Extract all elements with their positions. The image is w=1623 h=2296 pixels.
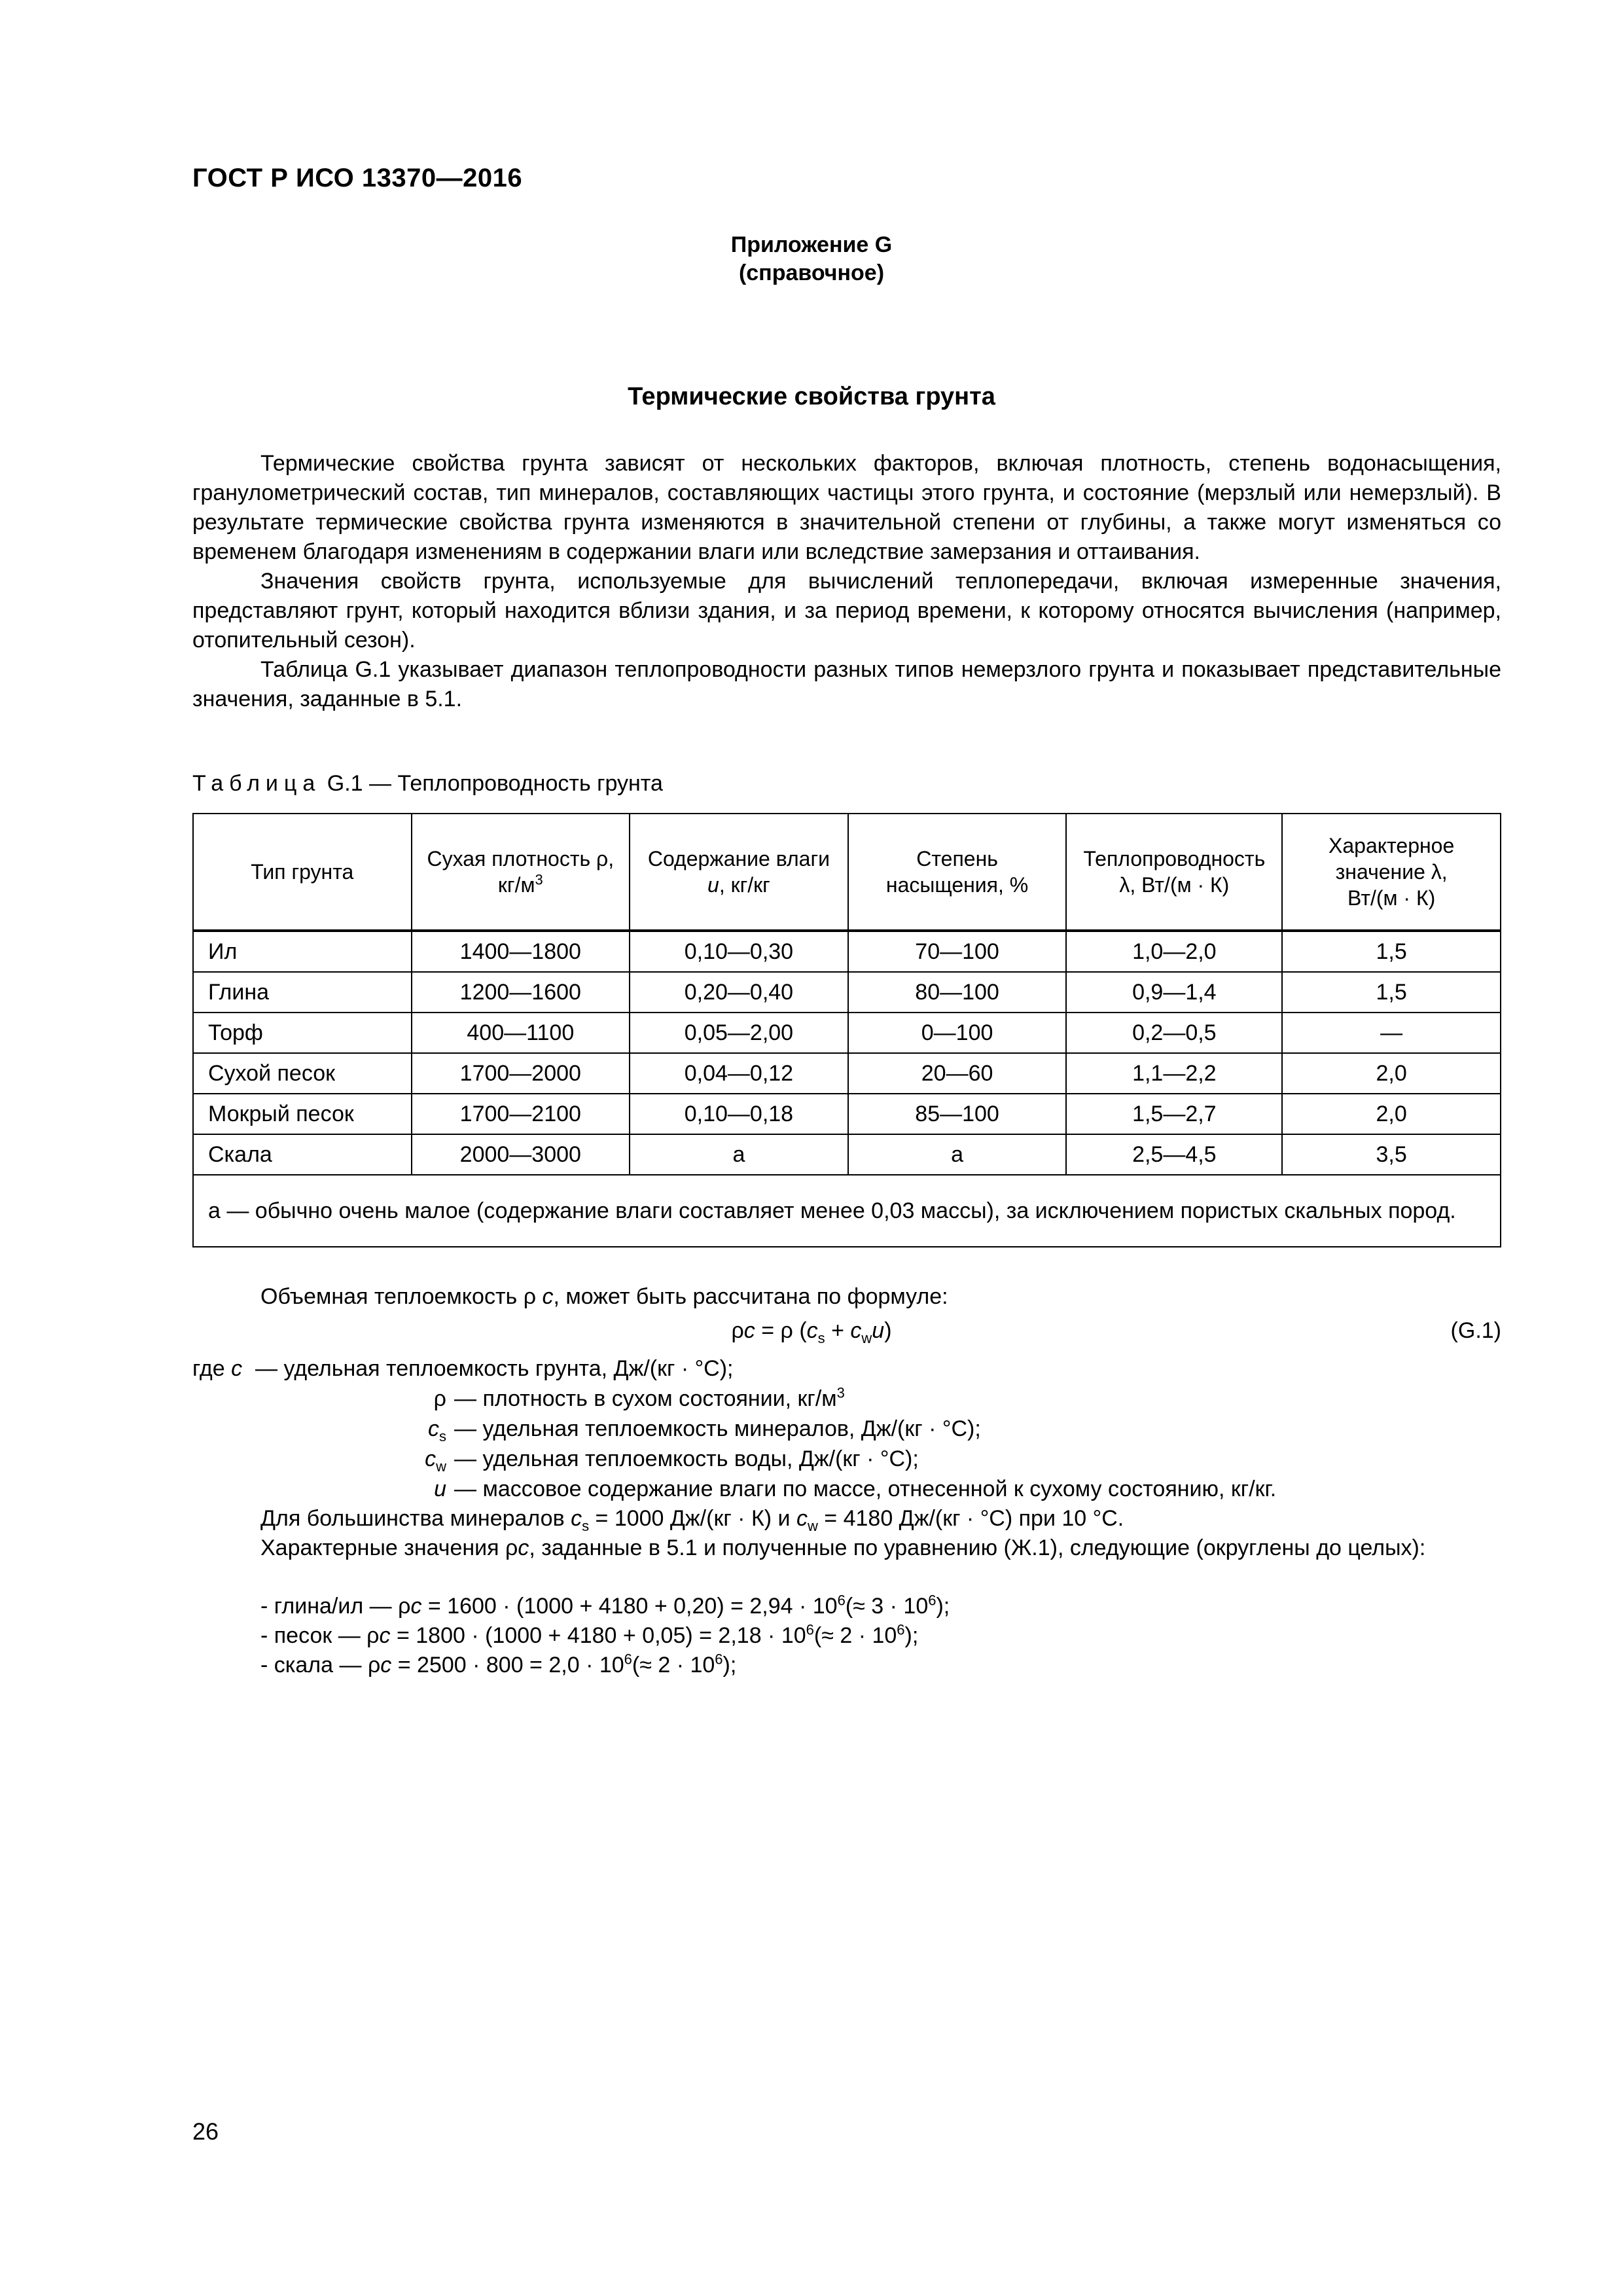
definition-u: u — массовое содержание влаги по массе, отнесенной к сухому состоянию, кг/кг. <box>434 1477 1277 1501</box>
table-row <box>193 972 1501 1013</box>
table-caption-prefix: Таблица <box>192 771 321 796</box>
cell-soil-type: Ил <box>193 931 412 972</box>
intro-text <box>192 449 1501 714</box>
cell-typical-value: 1,5 <box>1282 972 1501 1013</box>
cell-moisture: 0,20—0,40 <box>630 972 848 1013</box>
cell-soil-type: Мокрый песок <box>193 1094 412 1134</box>
cell-moisture: 0,10—0,30 <box>630 931 848 972</box>
annex-title: Приложение G <box>730 232 893 257</box>
table-row <box>193 931 1501 972</box>
cell-dry-density: 1700—2000 <box>412 1053 630 1094</box>
cell-dry-density: 1200—1600 <box>412 972 630 1013</box>
cell-conductivity: 0,2—0,5 <box>1066 1013 1282 1053</box>
list-item: - песок — $\rho c = 1800 \cdot (1000 + 4180 + 0,05) = 2,18 \cdot 10^6(\approx 2 \cdot 10^6)$; <box>260 1621 919 1648</box>
formula-intro: Объемная теплоемкость ρ c, может быть рассчитана по формуле: <box>260 1284 948 1309</box>
soil-conductivity-table <box>192 813 1501 1247</box>
cell-conductivity: 1,5—2,7 <box>1066 1094 1282 1134</box>
table-row <box>193 1013 1501 1053</box>
cell-moisture: 0,05—2,00 <box>630 1013 848 1053</box>
cell-typical-value: 2,0 <box>1282 1053 1501 1094</box>
formula-definitions <box>192 1354 1501 1504</box>
page-number: 26 <box>192 2118 219 2145</box>
intro-paragraph: Таблица G.1 указывает диапазон теплопроводности разных типов немерзлого грунта и показывает представительные значения, заданные в 5.1. <box>192 657 1501 711</box>
cell-saturation: a <box>848 1134 1067 1175</box>
definition-cw: $c_w$ — удельная теплоемкость воды, Дж/(кг · °С); <box>425 1446 919 1475</box>
cell-dry-density: 1400—1800 <box>412 931 630 972</box>
cell-typical-value: — <box>1282 1013 1501 1053</box>
list-item: - глина/ил — $\rho c = 1600 \cdot (1000 + 4180 + 0,20) = 2,94 \cdot 10^6(\approx 3 \cdot 10^6)$; <box>260 1592 950 1619</box>
header-soil-type: Тип грунта <box>193 814 412 931</box>
table-row <box>193 1134 1501 1175</box>
cell-conductivity: 2,5—4,5 <box>1066 1134 1282 1175</box>
list-item: - скала — $\rho c = 2500 \cdot 800 = 2,0 \cdot 10^6(\approx 2 \cdot 10^6)$; <box>260 1651 737 1677</box>
cell-typical-value: 2,0 <box>1282 1094 1501 1134</box>
cell-saturation: 0—100 <box>848 1013 1067 1053</box>
intro-paragraph: Значения свойств грунта, используемые для вычислений теплопередачи, включая измеренные значения, представляют грунт, который находится вблизи здания, и за период времени, к которому относятся вычисления (например, отопительный сезон). <box>192 569 1501 653</box>
header-moisture: Содержание влаги u, кг/кг <box>630 814 848 931</box>
cell-saturation: 70—100 <box>848 931 1067 972</box>
after-formula-text <box>192 1504 1501 1563</box>
table-footnote: a — обычно очень малое (содержание влаги составляет менее 0,03 массы), за исключением пористых скальных пород. <box>193 1175 1501 1247</box>
definition-cs: $c_s$ — удельная теплоемкость минералов, Дж/(кг · °С); <box>428 1416 981 1444</box>
header-typical-value: Характерное значение λ, Вт/(м · К) <box>1282 814 1501 931</box>
definition-rho: ρ — плотность в сухом состоянии, $кг/м^3$ <box>433 1384 845 1411</box>
cell-saturation: 20—60 <box>848 1053 1067 1094</box>
formula-g1: ρc = ρ $(c_s + c_wu)$ <box>731 1318 892 1346</box>
cell-soil-type: Торф <box>193 1013 412 1053</box>
cell-moisture: 0,10—0,18 <box>630 1094 848 1134</box>
cell-dry-density: 400—1100 <box>412 1013 630 1053</box>
cell-moisture: 0,04—0,12 <box>630 1053 848 1094</box>
cell-conductivity: 0,9—1,4 <box>1066 972 1282 1013</box>
typical-values-paragraph: Характерные значения ρc, заданные в 5.1 и полученные по уравнению (Ж.1), следующие (округлены до целых): <box>260 1535 1426 1560</box>
section-title: Термические свойства грунта <box>628 383 995 410</box>
cell-soil-type: Глина <box>193 972 412 1013</box>
header-conductivity: Теплопроводность λ, Вт/(м · К) <box>1066 814 1282 931</box>
document-header: ГОСТ Р ИСО 13370—2016 <box>192 164 523 192</box>
cell-conductivity: 1,0—2,0 <box>1066 931 1282 972</box>
cell-typical-value: 3,5 <box>1282 1134 1501 1175</box>
table-header-row <box>193 814 1501 931</box>
table-footnote-row <box>193 1175 1501 1247</box>
minerals-paragraph: Для большинства минералов $c_s = 1000$ Дж/(кг · К) и $c_w = 4180$ Дж/(кг · °С) при 10 °С. <box>260 1506 1124 1534</box>
cell-saturation: 85—100 <box>848 1094 1067 1134</box>
cell-saturation: 80—100 <box>848 972 1067 1013</box>
header-saturation: Степень насыщения, % <box>848 814 1067 931</box>
formula-number: (G.1) <box>1450 1318 1501 1343</box>
table-row <box>193 1053 1501 1094</box>
cell-dry-density: 1700—2100 <box>412 1094 630 1134</box>
cell-soil-type: Сухой песок <box>193 1053 412 1094</box>
cell-moisture: a <box>630 1134 848 1175</box>
header-dry-density: Сухая плотность ρ, $кг/м^3$ <box>412 814 630 931</box>
calculation-list <box>260 1592 950 1680</box>
cell-dry-density: 2000—3000 <box>412 1134 630 1175</box>
definition-c: где c — удельная теплоемкость грунта, Дж/(кг · °С); <box>192 1356 734 1381</box>
table-caption <box>192 771 663 797</box>
cell-conductivity: 1,1—2,2 <box>1066 1053 1282 1094</box>
table-row <box>193 1094 1501 1134</box>
cell-soil-type: Скала <box>193 1134 412 1175</box>
table-caption-text: G.1 — Теплопроводность грунта <box>327 771 663 796</box>
intro-paragraph: Термические свойства грунта зависят от нескольких факторов, включая плотность, степень водонасыщения, гранулометрический состав, тип минералов, составляющих частицы этого грунта, и состояние (мерзлый или немерзлый). В результате термические свойства грунта изменяются в значительной степени от глубины, а также могут изменяться со временем благодаря изменениям в содержании влаги или вследствие замерзания и оттаивания. <box>192 451 1501 564</box>
annex-type: (справочное) <box>738 260 885 285</box>
cell-typical-value: 1,5 <box>1282 931 1501 972</box>
